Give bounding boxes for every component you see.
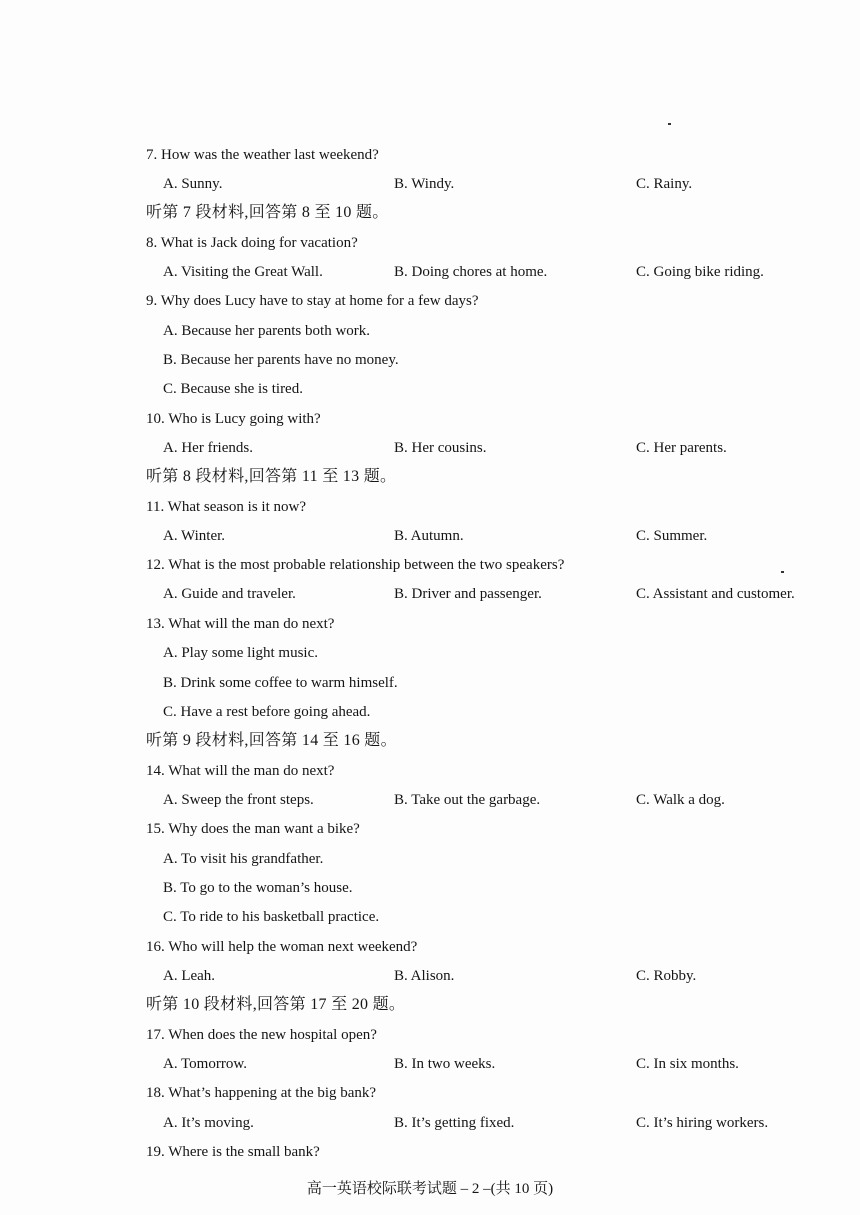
section-heading: 听第 10 段材料,回答第 17 至 20 题。 [146, 996, 406, 1013]
option-18c: C. It’s hiring workers. [636, 1115, 769, 1131]
option-8a: A. Visiting the Great Wall. [163, 264, 323, 280]
question-7: 7. How was the weather last weekend? [146, 147, 379, 163]
option-14a: A. Sweep the front steps. [163, 792, 314, 808]
option-18a: A. It’s moving. [163, 1115, 254, 1131]
section-heading: 听第 7 段材料,回答第 8 至 10 题。 [146, 204, 389, 221]
option-11b: B. Autumn. [394, 528, 464, 544]
scan-speck [668, 123, 671, 125]
question-10: 10. Who is Lucy going with? [146, 411, 321, 427]
option-16c: C. Robby. [636, 968, 697, 984]
option-10b: B. Her cousins. [394, 440, 487, 456]
section-heading: 听第 8 段材料,回答第 11 至 13 题。 [146, 468, 397, 485]
page-footer: 高一英语校际联考试题 – 2 –(共 10 页) [306, 1181, 554, 1197]
question-18: 18. What’s happening at the big bank? [146, 1085, 377, 1101]
question-9: 9. Why does Lucy have to stay at home for a few days? [146, 293, 479, 309]
question-8: 8. What is Jack doing for vacation? [146, 235, 358, 251]
option-17c: C. In six months. [636, 1056, 739, 1072]
section-heading: 听第 9 段材料,回答第 14 至 16 题。 [146, 732, 397, 749]
question-13: 13. What will the man do next? [146, 616, 335, 632]
option-16b: B. Alison. [394, 968, 455, 984]
scan-speck [781, 571, 784, 573]
option-7c: C. Rainy. [636, 176, 693, 192]
question-12: 12. What is the most probable relationship between the two speakers? [146, 557, 565, 573]
question-17: 17. When does the new hospital open? [146, 1027, 377, 1043]
option-13c: C. Have a rest before going ahead. [163, 704, 371, 720]
option-11c: C. Summer. [636, 528, 708, 544]
option-10a: A. Her friends. [163, 440, 253, 456]
question-14: 14. What will the man do next? [146, 763, 335, 779]
option-7b: B. Windy. [394, 176, 455, 192]
option-8c: C. Going bike riding. [636, 264, 764, 280]
option-11a: A. Winter. [163, 528, 226, 544]
option-13b: B. Drink some coffee to warm himself. [163, 675, 398, 691]
option-15b: B. To go to the woman’s house. [163, 880, 353, 896]
option-13a: A. Play some light music. [163, 645, 318, 661]
option-14b: B. Take out the garbage. [394, 792, 541, 808]
option-12a: A. Guide and traveler. [163, 586, 296, 602]
question-16: 16. Who will help the woman next weekend? [146, 939, 418, 955]
option-8b: B. Doing chores at home. [394, 264, 548, 280]
option-18b: B. It’s getting fixed. [394, 1115, 515, 1131]
option-15a: A. To visit his grandfather. [163, 851, 324, 867]
option-10c: C. Her parents. [636, 440, 727, 456]
option-9c: C. Because she is tired. [163, 381, 303, 397]
option-15c: C. To ride to his basketball practice. [163, 909, 380, 925]
option-7a: A. Sunny. [163, 176, 223, 192]
option-12b: B. Driver and passenger. [394, 586, 542, 602]
option-17b: B. In two weeks. [394, 1056, 496, 1072]
question-19: 19. Where is the small bank? [146, 1144, 320, 1160]
option-14c: C. Walk a dog. [636, 792, 725, 808]
question-11: 11. What season is it now? [146, 499, 306, 515]
option-17a: A. Tomorrow. [163, 1056, 247, 1072]
option-9b: B. Because her parents have no money. [163, 352, 399, 368]
question-15: 15. Why does the man want a bike? [146, 821, 360, 837]
option-12c: C. Assistant and customer. [636, 586, 795, 602]
option-16a: A. Leah. [163, 968, 216, 984]
option-9a: A. Because her parents both work. [163, 323, 371, 339]
